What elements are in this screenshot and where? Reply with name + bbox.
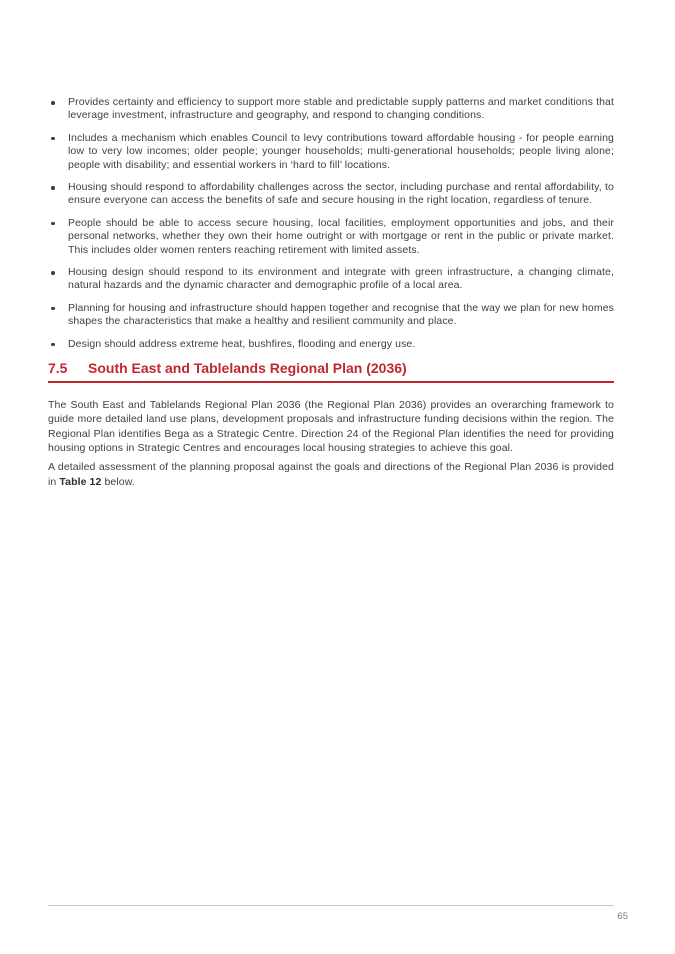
- bullet-icon: [51, 307, 55, 311]
- bullet-text: Includes a mechanism which enables Council to levy contributions toward affordable housing - for people earning low to very low incomes; older people; younger households; multi-generational households; people living alone; people with disability; and essential workers in ‘hard to fill’ locations.: [68, 131, 614, 171]
- list-item: [48, 132, 614, 172]
- list-item: [48, 217, 614, 257]
- bullet-text: Housing design should respond to its environment and integrate with green infrastructure, a changing climate, natural hazards and the dynamic character and demographic profile of a local area.: [68, 266, 614, 292]
- bullet-text: Design should address extreme heat, bushfires, flooding and energy use.: [68, 337, 416, 350]
- bullet-list: [48, 96, 614, 351]
- list-item: [48, 338, 614, 351]
- bullet-text: Provides certainty and efficiency to support more stable and predictable supply patterns and market conditions that leverage investment, infrastructure and geography, and respond to changing conditions.: [68, 96, 614, 122]
- bullet-text: People should be able to access secure housing, local facilities, employment opportunities and jobs, and their personal networks, whether they own their home outright or with mortgage or rent in the public or private market. This includes older women renters reaching retirement with limited assets.: [68, 216, 614, 256]
- section-number: 7.5: [48, 360, 68, 377]
- bullet-icon: [51, 186, 55, 190]
- list-item: [48, 266, 614, 293]
- bullet-icon: [51, 271, 55, 275]
- bullet-text: Housing should respond to affordability challenges across the sector, including purchase and rental affordability, to ensure everyone can access the benefits of safe and secure housing in the right location, regardless of tenure.: [68, 181, 614, 207]
- paragraph-text: below.: [101, 475, 135, 488]
- paragraph-text: A detailed assessment of the planning proposal against the goals and directions of the Regional Plan 2036 is provided in: [48, 461, 614, 488]
- footer-divider: [48, 905, 614, 906]
- page-footer: [48, 905, 628, 922]
- list-item: [48, 302, 614, 329]
- bullet-text: Planning for housing and infrastructure should happen together and recognise that the way we plan for new homes shapes the characteristics that make a healthy and resilient community and place.: [68, 301, 614, 328]
- paragraph: [48, 460, 614, 489]
- bullet-icon: [51, 222, 55, 226]
- bullet-icon: [51, 137, 55, 141]
- page-number: 65: [617, 911, 628, 922]
- section-title: South East and Tablelands Regional Plan (2036): [88, 360, 407, 377]
- list-item: [48, 96, 614, 123]
- section-heading: [48, 360, 614, 383]
- bullet-icon: [51, 343, 55, 347]
- bullet-icon: [51, 101, 55, 105]
- list-item: [48, 181, 614, 208]
- table-reference: Table 12: [59, 475, 102, 488]
- page-content: [48, 96, 614, 489]
- paragraph: The South East and Tablelands Regional Plan 2036 (the Regional Plan 2036) provides an overarching framework to guide more detailed land use plans, development proposals and infrastructure funding decisions within the region. The Regional Plan identifies Bega as a Strategic Centre. Direction 24 of the Regional Plan identifies the need for providing housing options in Strategic Centres and encourages local housing strategies to achieve this goal.: [48, 399, 614, 454]
